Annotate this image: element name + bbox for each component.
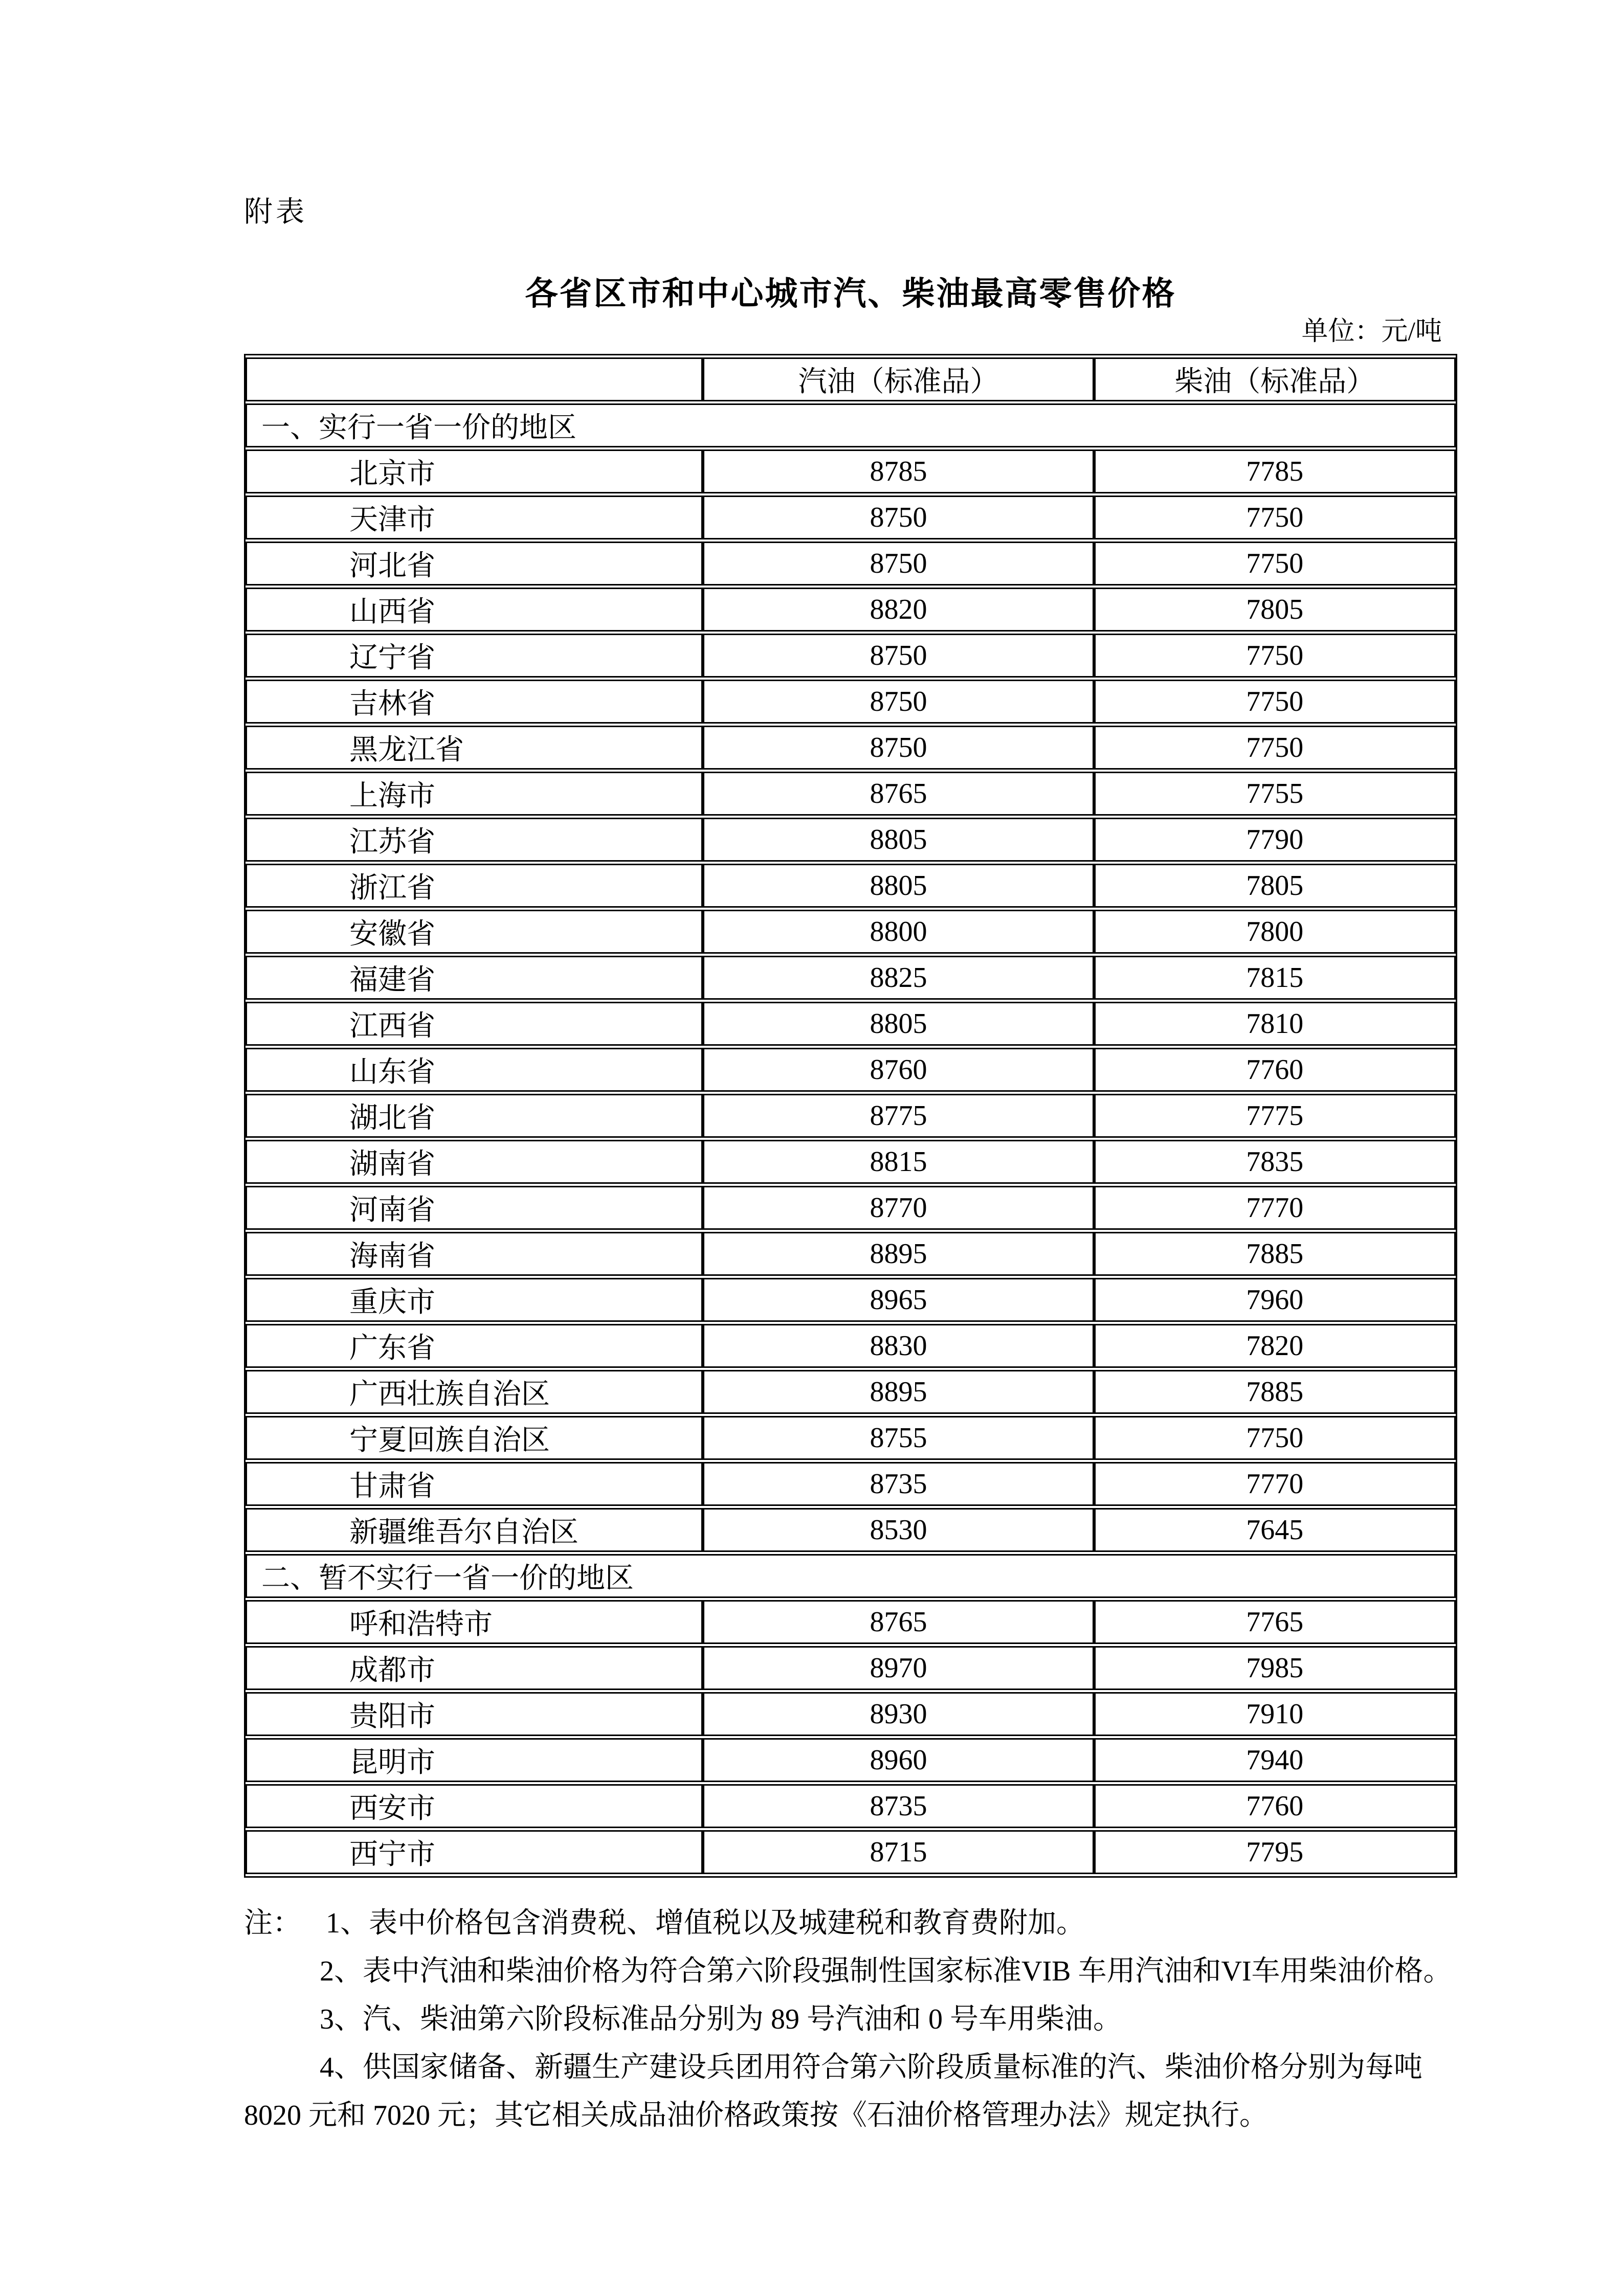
table-row [246, 542, 1456, 586]
table-row [246, 1416, 1456, 1460]
region-cell: 海南省 [246, 1232, 703, 1276]
diesel-price-cell: 7960 [1094, 1278, 1456, 1322]
table-row [246, 956, 1456, 1000]
note-item: 3、汽、柴油第六阶段标准品分别为 89 号汽油和 0 号车用柴油。 [320, 2004, 1122, 2036]
diesel-price-cell: 7750 [1094, 542, 1456, 586]
gasoline-price-cell: 8755 [703, 1416, 1094, 1460]
table-row [246, 1646, 1456, 1690]
table-row [246, 1002, 1456, 1046]
diesel-price-cell: 7765 [1094, 1600, 1456, 1644]
gasoline-price-cell: 8775 [703, 1094, 1094, 1138]
diesel-price-cell: 7755 [1094, 772, 1456, 816]
gasoline-price-cell: 8750 [703, 680, 1094, 724]
gasoline-price-cell: 8735 [703, 1462, 1094, 1506]
table-row [246, 1508, 1456, 1552]
region-cell: 浙江省 [246, 864, 703, 908]
gasoline-price-cell: 8760 [703, 1048, 1094, 1092]
page-title: 各省区市和中心城市汽、柴油最高零售价格 [525, 275, 1176, 313]
gasoline-price-cell: 8815 [703, 1140, 1094, 1184]
section-row [246, 403, 1456, 447]
region-cell: 天津市 [246, 496, 703, 539]
appendix-label: 附表 [244, 196, 307, 228]
table-body [246, 403, 1456, 1874]
table-row [246, 1094, 1456, 1138]
diesel-price-cell: 7910 [1094, 1692, 1456, 1736]
gasoline-price-cell: 8805 [703, 864, 1094, 908]
gasoline-price-cell: 8960 [703, 1738, 1094, 1782]
diesel-price-cell: 7790 [1094, 818, 1456, 862]
table-row [246, 1738, 1456, 1782]
section-row [246, 1554, 1456, 1598]
note-line-1 [244, 1899, 1457, 1947]
table-row [246, 772, 1456, 816]
table-row [246, 1186, 1456, 1230]
table-row [246, 726, 1456, 770]
gasoline-price-cell: 8765 [703, 1600, 1094, 1644]
diesel-price-cell: 7800 [1094, 910, 1456, 954]
diesel-price-cell: 7985 [1094, 1646, 1456, 1690]
region-cell: 安徽省 [246, 910, 703, 954]
table-row [246, 496, 1456, 539]
region-cell: 湖北省 [246, 1094, 703, 1138]
table-row [246, 1600, 1456, 1644]
table-row [246, 1048, 1456, 1092]
region-cell: 新疆维吾尔自治区 [246, 1508, 703, 1552]
diesel-price-cell: 7760 [1094, 1784, 1456, 1828]
table-row [246, 1462, 1456, 1506]
region-cell: 成都市 [246, 1646, 703, 1690]
table-row [246, 1370, 1456, 1414]
region-cell: 西宁市 [246, 1830, 703, 1874]
diesel-price-cell: 7805 [1094, 588, 1456, 632]
region-cell: 福建省 [246, 956, 703, 1000]
note-item: 4、供国家储备、新疆生产建设兵团用符合第六阶段质量标准的汽、柴油价格分别为每吨 8020 元和 7020 元；其它相关成品油价格政策按《石油价格管理办法》规定执行。 [244, 2052, 1422, 2132]
unit-label: 单位：元/吨 [1301, 317, 1442, 346]
notes [244, 1899, 1457, 2140]
region-cell: 宁夏回族自治区 [246, 1416, 703, 1460]
diesel-price-cell: 7770 [1094, 1462, 1456, 1506]
diesel-price-cell: 7750 [1094, 1416, 1456, 1460]
gasoline-price-cell: 8765 [703, 772, 1094, 816]
table-row [246, 1830, 1456, 1874]
diesel-price-cell: 7885 [1094, 1370, 1456, 1414]
region-cell: 昆明市 [246, 1738, 703, 1782]
note-prefix: 注： [244, 1907, 301, 1940]
gasoline-price-cell: 8805 [703, 818, 1094, 862]
gasoline-price-cell: 8750 [703, 542, 1094, 586]
diesel-price-cell: 7770 [1094, 1186, 1456, 1230]
diesel-price-cell: 7835 [1094, 1140, 1456, 1184]
region-cell: 山西省 [246, 588, 703, 632]
header-cell-diesel: 柴油（标准品） [1094, 357, 1456, 401]
region-cell: 江苏省 [246, 818, 703, 862]
diesel-price-cell: 7805 [1094, 864, 1456, 908]
diesel-price-cell: 7820 [1094, 1324, 1456, 1368]
diesel-price-cell: 7750 [1094, 726, 1456, 770]
gasoline-price-cell: 8750 [703, 634, 1094, 678]
gasoline-price-cell: 8930 [703, 1692, 1094, 1736]
gasoline-price-cell: 8800 [703, 910, 1094, 954]
table-row [246, 1278, 1456, 1322]
gasoline-price-cell: 8750 [703, 496, 1094, 539]
region-cell: 广西壮族自治区 [246, 1370, 703, 1414]
gasoline-price-cell: 8895 [703, 1370, 1094, 1414]
region-cell: 北京市 [246, 449, 703, 493]
diesel-price-cell: 7645 [1094, 1508, 1456, 1552]
gasoline-price-cell: 8785 [703, 449, 1094, 493]
region-cell: 甘肃省 [246, 1462, 703, 1506]
diesel-price-cell: 7940 [1094, 1738, 1456, 1782]
table-row [246, 864, 1456, 908]
region-cell: 贵阳市 [246, 1692, 703, 1736]
diesel-price-cell: 7810 [1094, 1002, 1456, 1046]
diesel-price-cell: 7775 [1094, 1094, 1456, 1138]
region-cell: 湖南省 [246, 1140, 703, 1184]
price-table [244, 354, 1457, 1878]
table-row [246, 910, 1456, 954]
table-row [246, 588, 1456, 632]
gasoline-price-cell: 8805 [703, 1002, 1094, 1046]
table-row [246, 1324, 1456, 1368]
table-row [246, 1232, 1456, 1276]
gasoline-price-cell: 8530 [703, 1508, 1094, 1552]
region-cell: 江西省 [246, 1002, 703, 1046]
region-cell: 重庆市 [246, 1278, 703, 1322]
table-row [246, 1784, 1456, 1828]
header-cell-region [246, 357, 703, 401]
gasoline-price-cell: 8825 [703, 956, 1094, 1000]
table-row [246, 449, 1456, 493]
diesel-price-cell: 7885 [1094, 1232, 1456, 1276]
diesel-price-cell: 7750 [1094, 634, 1456, 678]
gasoline-price-cell: 8715 [703, 1830, 1094, 1874]
diesel-price-cell: 7750 [1094, 680, 1456, 724]
diesel-price-cell: 7795 [1094, 1830, 1456, 1874]
page-content [244, 0, 1457, 2140]
region-cell: 西安市 [246, 1784, 703, 1828]
header-cell-gasoline: 汽油（标准品） [703, 357, 1094, 401]
region-cell: 河南省 [246, 1186, 703, 1230]
diesel-price-cell: 7760 [1094, 1048, 1456, 1092]
gasoline-price-cell: 8970 [703, 1646, 1094, 1690]
region-cell: 吉林省 [246, 680, 703, 724]
table-header-row [246, 357, 1456, 401]
gasoline-price-cell: 8770 [703, 1186, 1094, 1230]
table-row [246, 634, 1456, 678]
table-row [246, 680, 1456, 724]
region-cell: 呼和浩特市 [246, 1600, 703, 1644]
note-item: 1、表中价格包含消费税、增值税以及城建税和教育费附加。 [326, 1907, 1085, 1940]
diesel-price-cell: 7750 [1094, 496, 1456, 539]
region-cell: 山东省 [246, 1048, 703, 1092]
gasoline-price-cell: 8965 [703, 1278, 1094, 1322]
diesel-price-cell: 7815 [1094, 956, 1456, 1000]
table-row [246, 1140, 1456, 1184]
region-cell: 河北省 [246, 542, 703, 586]
section-header: 一、实行一省一价的地区 [246, 403, 1456, 447]
gasoline-price-cell: 8750 [703, 726, 1094, 770]
gasoline-price-cell: 8820 [703, 588, 1094, 632]
note-item: 2、表中汽油和柴油价格为符合第六阶段强制性国家标准VIB 车用汽油和VI车用柴油价格。 [320, 1955, 1452, 1988]
region-cell: 黑龙江省 [246, 726, 703, 770]
region-cell: 辽宁省 [246, 634, 703, 678]
table-row [246, 818, 1456, 862]
diesel-price-cell: 7785 [1094, 449, 1456, 493]
table-row [246, 1692, 1456, 1736]
gasoline-price-cell: 8830 [703, 1324, 1094, 1368]
region-cell: 上海市 [246, 772, 703, 816]
gasoline-price-cell: 8895 [703, 1232, 1094, 1276]
gasoline-price-cell: 8735 [703, 1784, 1094, 1828]
region-cell: 广东省 [246, 1324, 703, 1368]
section-header: 二、暂不实行一省一价的地区 [246, 1554, 1456, 1598]
